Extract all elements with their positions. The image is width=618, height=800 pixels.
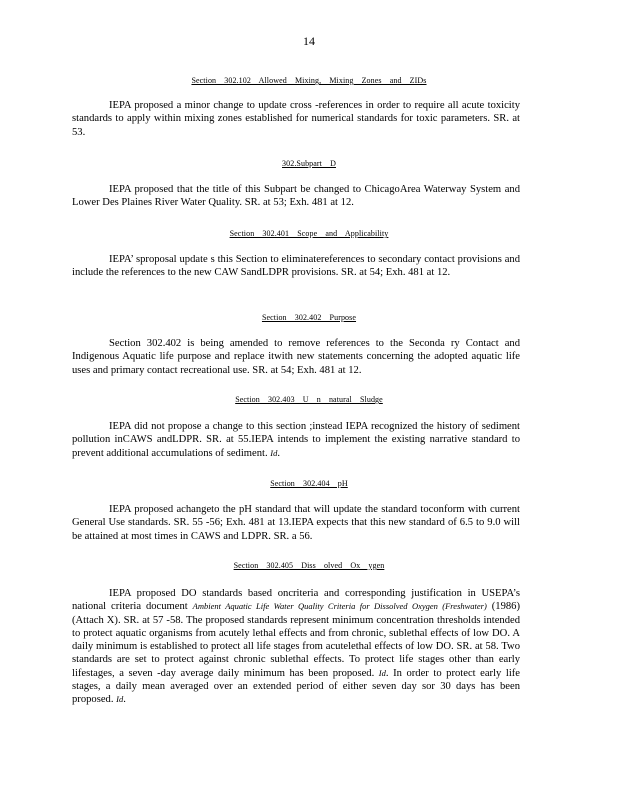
paragraph-text-end: . <box>123 694 126 706</box>
section-heading-302-402: Section 302.402 Purpose <box>261 313 357 322</box>
paragraph-302-102 <box>72 99 520 139</box>
citation-id: Id <box>378 667 386 678</box>
paragraph-text: IEPA proposed achangeto the pH standard that will update the standard toconform with current General Use standards. SR. 55 -56; Exh. 481 at 13.IEPA expects that this new standard of 6.5 to 9.0 will be attained at most times in CAWS and LDPR. SR. a 56. <box>72 504 520 542</box>
section-heading-302-401: Section 302.401 Scope and Applicability <box>229 229 389 238</box>
paragraph-302-403 <box>72 420 520 460</box>
paragraph-302-402 <box>72 337 520 377</box>
section-heading-subpart-d: 302.Subpart D <box>282 159 336 168</box>
paragraph-302-405 <box>72 587 520 707</box>
paragraph-302-404 <box>72 503 520 543</box>
section-heading-302-102: Section 302.102 Allowed Mixing, Mixing Zones and ZIDs <box>191 76 427 85</box>
paragraph-302-401 <box>72 253 520 280</box>
paragraph-text: IEPA’ sproposal update s this Section to eliminatereferences to secondary contact provisions and include the references to the new CAW SandLDPR provisions. SR. at 54; Exh. 481 at 12. <box>72 254 520 279</box>
paragraph-text-end: . <box>277 447 281 459</box>
paragraph-text: IEPA proposed DO standards based oncriteria and corresponding justification in USEPA’s national criteria document <box>72 588 520 613</box>
citation-id: Id <box>270 447 278 458</box>
citation-id: Id <box>116 694 124 705</box>
paragraph-text: (1986) (Attach X). SR. at 57 -58. The proposed standards represent minimum concentration thresholds intended to protect aquatic organisms from acutely lethal effects and from chronic, sublethal effects of low DO. A daily minimum is established to protect all life stages from acutelethal effects of low DO. SR. at 58. Two standards are set to protect against chronic sublethal effects. To protect life stages other than early lifestages, a seven -day average daily minimum has been proposed. <box>72 601 520 679</box>
section-heading-302-404: Section 302.404 pH <box>270 479 348 488</box>
section-heading-302-403: Section 302.403 U n natural Sludge <box>235 395 383 404</box>
paragraph-text: Section 302.402 is being amended to remove references to the Seconda ry Contact and Indigenous Aquatic life purpose and replace itwith new statements concerning the adopted aquatic life uses and primary contact recreational use. SR. at 54; Exh. 481 at 12. <box>72 338 520 376</box>
page-number: 14 <box>303 34 315 48</box>
document-title: Ambient Aquatic Life Water Quality Criteria for Dissolved Oxygen (Freshwater) <box>192 601 487 612</box>
paragraph-text: IEPA proposed a minor change to update cross -references in order to require all acute toxicity standards to apply within mixing zones established for numerical standards for toxic parameters. SR. at 53. <box>72 100 520 138</box>
paragraph-text: IEPA did not propose a change to this section ;instead IEPA recognized the history of sediment pollution inCAWS andLDPR. SR. at 55.IEPA intends to implement the existing narrative standard to prevent additional accumulations of sediment. <box>72 421 520 459</box>
section-heading-302-405: Section 302.405 Diss olved Ox ygen <box>233 561 385 570</box>
paragraph-text: IEPA proposed that the title of this Subpart be changed to ChicagoArea Waterway System and Lower Des Plaines River Water Quality. SR. at 53; Exh. 481 at 12. <box>72 184 520 209</box>
paragraph-text: . In order to protect early life stages, a daily mean averaged over an extended period of either seven day sor 30 days has been proposed. <box>72 667 520 706</box>
paragraph-subpart-d <box>72 183 520 210</box>
